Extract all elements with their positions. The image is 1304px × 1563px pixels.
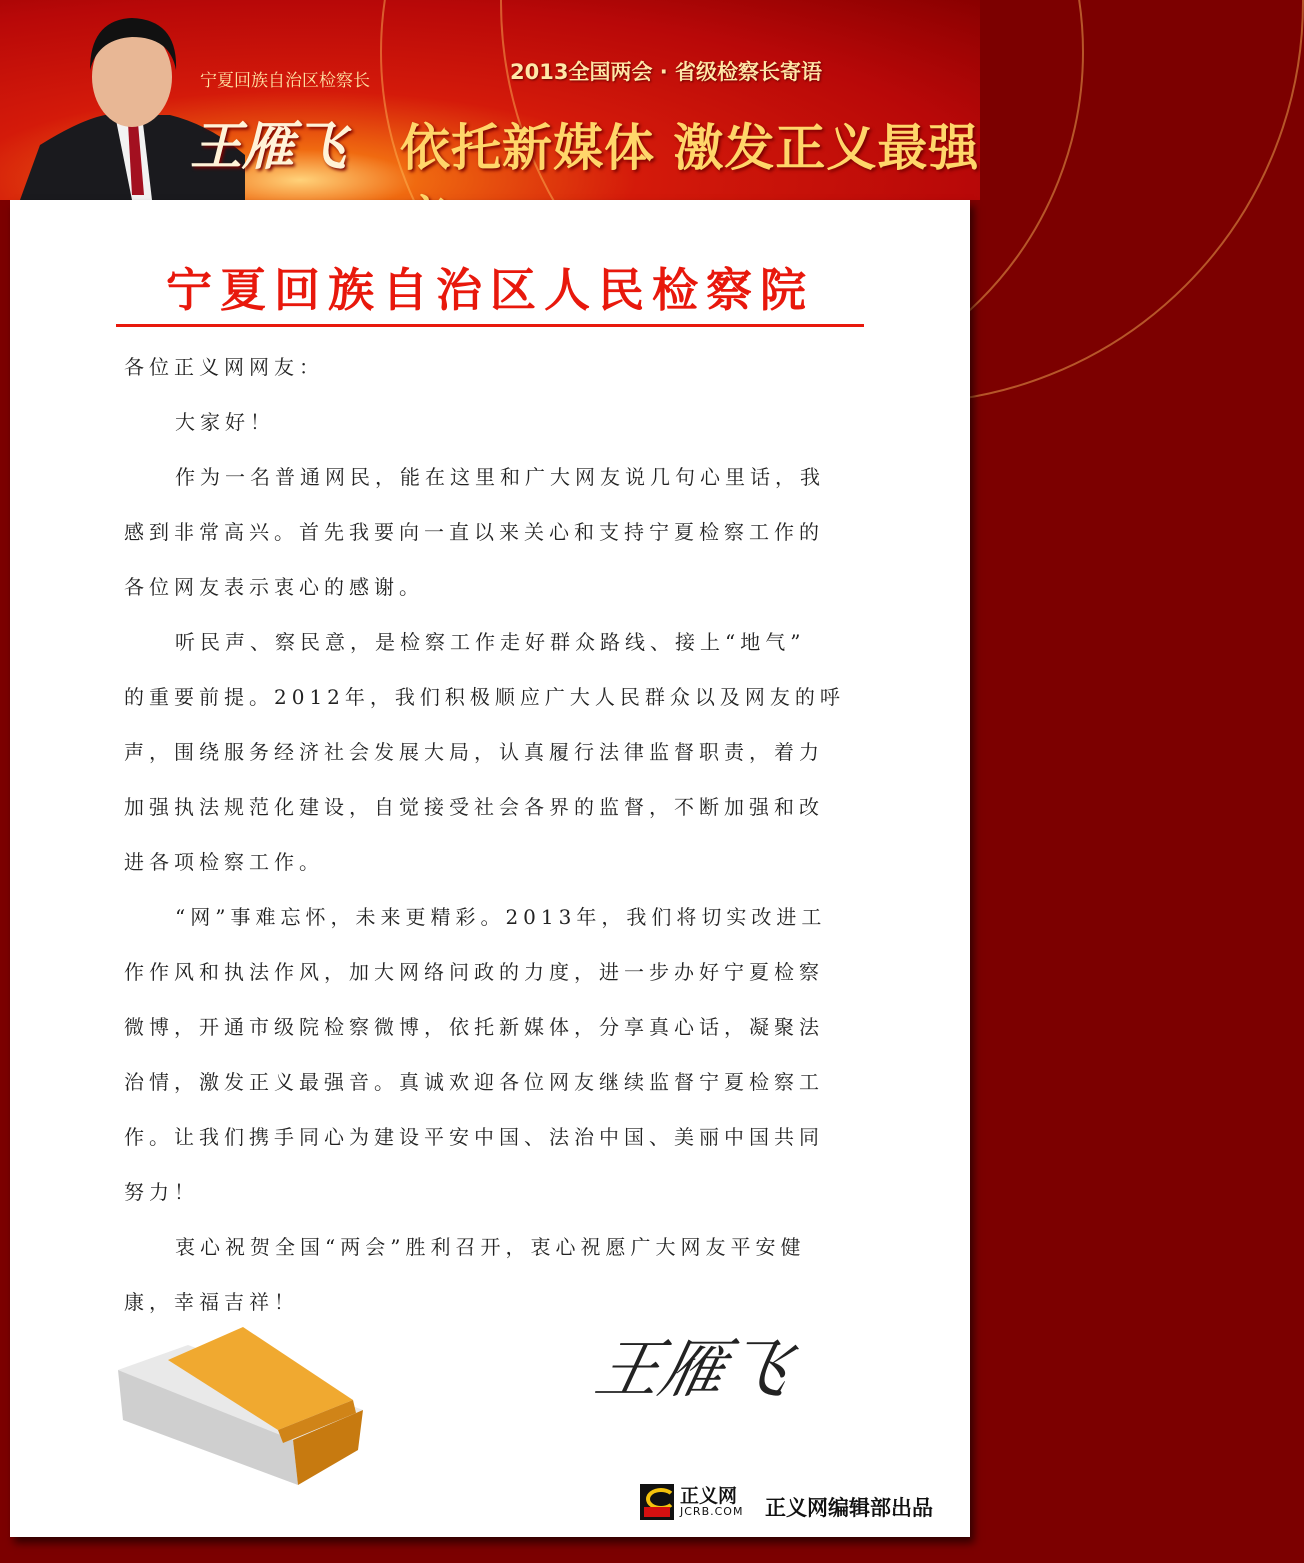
banner-slogan: 依托新媒体 激发正义最强 (400, 119, 980, 177)
logo-domain: JCRB.COM (680, 1505, 744, 1518)
letter-line: 康，幸福吉祥！ (124, 1290, 299, 1314)
letter-line: 治情，激发正义最强音。真诚欢迎各位网友继续监督宁夏检察工 (124, 1070, 824, 1094)
letter-line: 努力！ (124, 1180, 199, 1204)
page-title: 宁夏回族自治区人民检察院 (166, 263, 814, 317)
jcrb-logo-icon (640, 1484, 674, 1520)
title-divider (116, 324, 864, 327)
letter-line: 的重要前提。2012年，我们积极顺应广大人民群众以及网友的呼 (124, 685, 845, 709)
letter-line: 加强执法规范化建设，自觉接受社会各界的监督，不断加强和改 (124, 795, 824, 819)
logo-name: 正义网 (680, 1485, 738, 1507)
banner-name: 王雁飞 (190, 117, 347, 177)
letter-body (124, 350, 864, 1340)
letter-line: 大家好！ (175, 410, 275, 434)
footer-credit: 正义网编辑部出品 (765, 1496, 933, 1520)
letter-line: 感到非常高兴。首先我要向一直以来关心和支持宁夏检察工作的 (124, 520, 824, 544)
letter-line: 微博，开通市级院检察微博，依托新媒体，分享真心话，凝聚法 (124, 1015, 824, 1039)
letter-line: 作作风和执法作风，加大网络问政的力度，进一步办好宁夏检察 (124, 960, 824, 984)
letter-line: 作。让我们携手同心为建设平安中国、法治中国、美丽中国共同 (124, 1125, 824, 1149)
letter-line: 声，围绕服务经济社会发展大局，认真履行法律监督职责，着力 (124, 740, 824, 764)
letter-line: 进各项检察工作。 (124, 850, 324, 874)
letter-line: “网”事难忘怀，未来更精彩。2013年，我们将切实改进工 (175, 905, 827, 929)
jcrb-logo[interactable] (640, 1484, 743, 1520)
header-banner (0, 0, 980, 200)
banner-event: 2013全国两会 · 省级检察长寄语 (510, 60, 823, 84)
letter-line: 衷心祝贺全国“两会”胜利召开，衷心祝愿广大网友平安健 (175, 1235, 806, 1259)
letter-line: 各位网友表示衷心的感谢。 (124, 575, 424, 599)
signature: 王雁飞 (588, 1333, 797, 1407)
banner-subtitle: 宁夏回族自治区检察长 (200, 71, 370, 91)
letter-line: 听民声、察民意，是检察工作走好群众路线、接上“地气” (175, 630, 806, 654)
letter-line: 作为一名普通网民，能在这里和广大网友说几句心里话，我 (175, 465, 825, 489)
letter-line: 各位正义网网友： (124, 355, 324, 379)
book-icon (118, 1325, 368, 1485)
